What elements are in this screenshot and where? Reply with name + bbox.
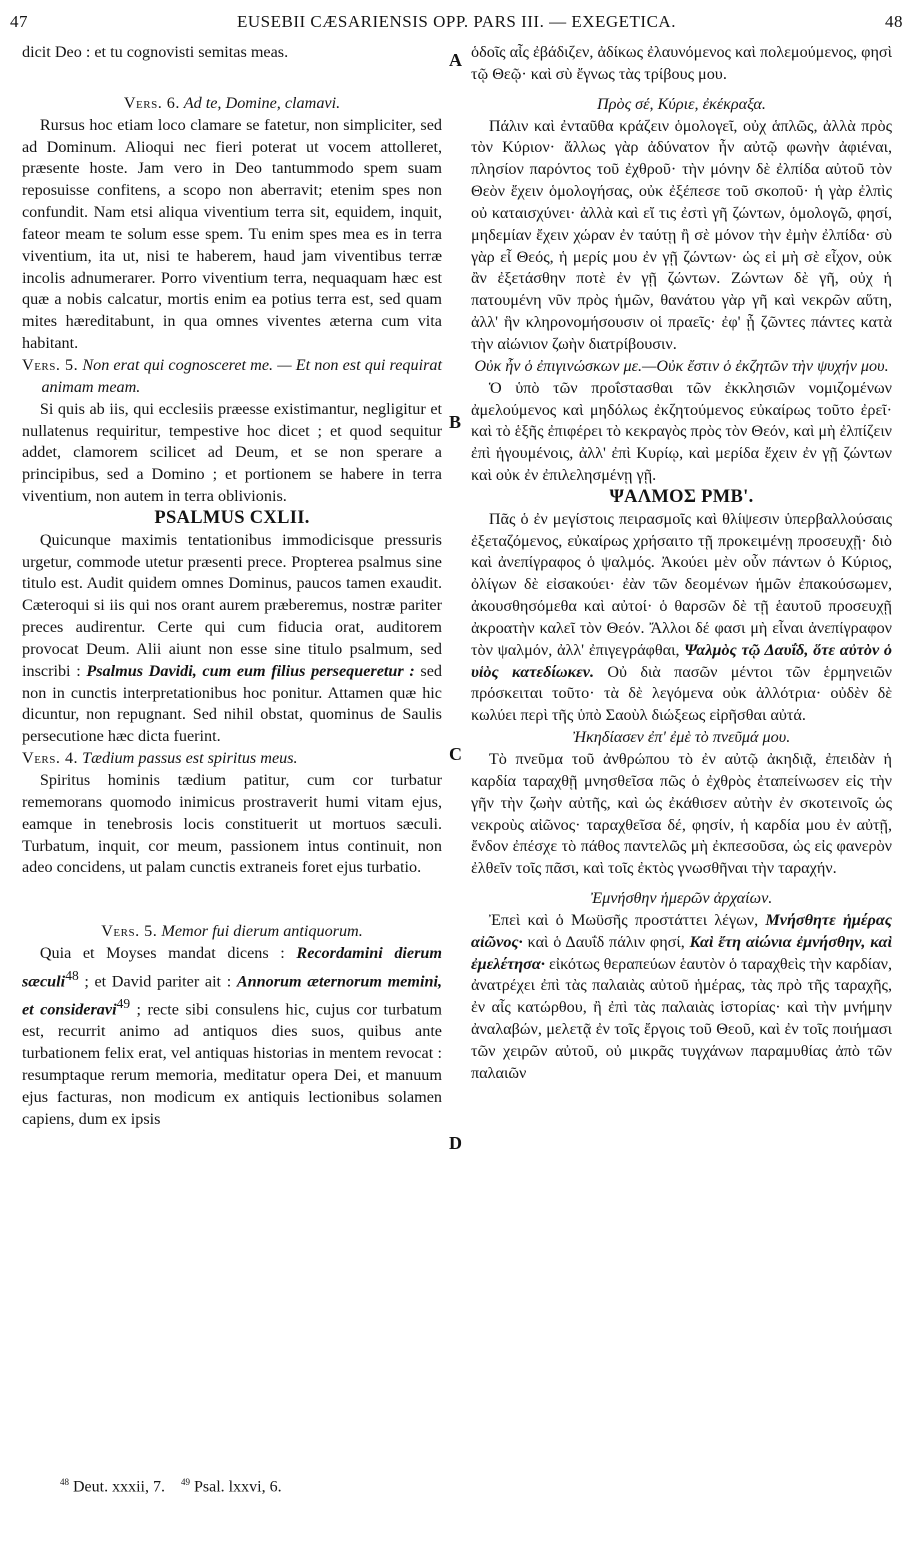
paragraph: Πᾶς ὁ ἐν μεγίστοις πειρασμοῖς καὶ θλίψεσιν ὑπερβαλλούσαις ἐξεταζόμενος, εὐκαίρως χρήσαιτο τῇ προκειμένῃ προσευχῇ· διὸ καὶ ἀνεπίγραφος ὁ ψαλμός. Ἀκούει μὲν οὖν πάντων ὁ Κύριος, ὀλίγων δὲ εἰσακούει· ἐὰν τῶν δεομένων ἡμῶν ἐπακούσωμεν, ἀκουσθησόμεθα καὶ αὐτοί· ὁ θαρσῶν δὲ τῇ ἑαυτοῦ προσευχῇ ἀκροατὴν καλεῖ τὸν Θεόν. Ἄλλοι δέ φασι μὴ εἶναι ἀνεπίγραφον τὸν ψαλμόν, ἀλλ' ἐπιγεγράφθαι, Ψαλμὸς τῷ Δαυΐδ, ὅτε αὐτὸν ὁ υἱὸς κατεδίωκεν. Οὐ διὰ πασῶν μέντοι τῶν ἑρμηνειῶν πρόσκειται τοῦτο· τὰ δὲ λεγόμενα οὐκ ἀλλότρια· οὐδὲν δὲ κωλύει περὶ τῆς ὑπὸ Σαοὺλ διώξεως εἰρῆσθαι αὐτά. <box>471 509 893 725</box>
running-title: EUSEBII CÆSARIENSIS OPP. PARS III. — EXEGETICA. <box>237 12 676 31</box>
margin-letter-a: A <box>449 50 462 70</box>
footnote-text: Deut. xxxii, 7. <box>73 1478 165 1496</box>
paragraph: dicit Deo : et tu cognovisti semitas meas. <box>22 43 289 61</box>
greek-column <box>471 42 892 1085</box>
running-header <box>10 12 903 40</box>
margin-letter-b: B <box>449 412 462 432</box>
footnote-number: 49 <box>181 1477 190 1487</box>
verse-text: Non erat qui cognosceret me. — Et non est qui requirat animam meam. <box>41 355 442 396</box>
verse-heading <box>22 748 442 770</box>
paragraph: ὁδοῖς αἷς ἐβάδιζεν, ἀδίκως ἐλαυνόμενος καὶ πολεμούμενος, φησὶ τῷ Θεῷ· καὶ σὺ ἔγνως τὰς τρίβους μου. <box>471 43 892 83</box>
verse-label: Vers. 5. <box>101 922 158 941</box>
footnotes <box>60 1477 282 1496</box>
paragraph: Si quis ab iis, qui ecclesiis præesse existimantur, negligitur et nullatenus requiritur, tempestive hoc dicet ; et quod sequitur addet, clamorem scilicet ad Deum, et se non sperare a principibus, sed a Domino ; et portionem se habere in terra viventium, non autem in terra oblivionis. <box>22 399 442 506</box>
verse-label: Vers. 6. <box>123 93 180 112</box>
verse-text: Memor fui dierum antiquorum. <box>161 922 363 941</box>
paragraph: Πάλιν καὶ ἐνταῦθα κράζειν ὁμολογεῖ, οὐχ ἁπλῶς, ἀλλὰ πρὸς τὸν Κύριον· ἄλλως γὰρ ἀδύνατον ἦν αὐτῷ φωνὴν ἀφιέναι, πλησίον παρόντος τοῦ ἐχθροῦ· τὴν μόνην δὲ ἐλπίδα αὐτοῦ τὸν Θεὸν ἔχειν ὁμολογήσας, οὐκ ἐξέπεσε τοῦ σκοποῦ· ἡ γὰρ ἐλπὶς οὐ καταισχύνει· ἀλλὰ καὶ εἴ τις ἐστὶ γῆ ζώντων, ὁμολογῶ, φησί, μηδεμίαν ἔχειν χώραν ἐν ταύτῃ ἢ σὲ μόνον τὴν ἐμὴν ἐλπίδα· σὺ γὰρ εἶ Θεός, ἡ μερίς μου ἐν γῇ ζώντων· ὡς εἰ μὴ σὲ εἶχον, οὐκ ἂν ἐξετάσθην ποτὲ ἐν γῇ ζώντων. Ζώντων δὲ γῆ, οὐχ ἡ πατουμένη νῦν πρὸς ἡμῶν, θανάτου γὰρ γῆ καὶ νεκρῶν αὕτη, ἀλλ' ἣν κληρονομήσουσιν οἱ πραεῖς· ἐφ' ᾗ ζῶντες πάντες κατὰ τὴν αἰώνιον ζωὴν διατρίβουσιν. <box>471 116 892 353</box>
margin-letter-c: C <box>449 744 462 764</box>
paragraph: Τὸ πνεῦμα τοῦ ἀνθρώπου τὸ ἐν αὐτῷ ἀκηδιᾷ, ἐπειδὰν ἡ καρδία ταραχθῇ μνησθεῖσα πῶς ὁ ἐχθρὸς ἐταπείνωσεν εἰς τὴν γῆν τὴν ζωὴν αὐτῆς, καὶ ὡς ἐκάθισεν αὐτὴν ἐν σκοτεινοῖς ὡς νεκροὺς αἰῶνος· ταραχθεῖσα δέ, φησίν, ἡ καρδία μου ἐν αὐτῇ, ἔνδον ἐπέσχε τὸ πάθος παντελῶς μὴ ἐκπεσοῦσα, ὡς εἰς φανερὸν ἐλθεῖν τοῖς πᾶσι, καὶ τοῖς ἐκτὸς γνωσθῆναι τὴν ταραχήν. <box>471 750 892 878</box>
paragraph: Quia et Moyses mandat dicens : Recordamini dierum sæculi$^{48}$ ; et David pariter ait : Annorum æternorum memini, et consideravi$^{49}$ ; recte sibi consulens hic, cujus cor turbatum est, recurrit animo ad antiquos dies suos, quibus ante turbationem felix erat, vel antiquas historias in mentem revocat : resumptaque rerum memoria, meditatur opera Dei, et manuum ejus facturas, non modicum ex antiquis lectionibus solamen capiens, dum ex ipsis <box>22 944 442 1128</box>
verse-heading <box>22 355 442 399</box>
page-number-right: 48 <box>885 12 903 31</box>
verse-heading <box>22 93 442 115</box>
paragraph: Ἐπεὶ καὶ ὁ Μωϋσῆς προστάττει λέγων, Μνήσθητε ἡμέρας αἰῶνος· καὶ ὁ Δαυΐδ πάλιν φησί, Καὶ ἔτη αἰώνια ἐμνήσθην, καὶ ἐμελέτησα· εἰκότως θεραπεύων ἑαυτὸν ὁ ταραχθεὶς τὴν καρδίαν, ἀνατρέχει ἐπὶ τὰς παλαιὰς αὐτοῦ ἡμέρας, τὰς πρὸ τῆς ταραχῆς, ἐν αἷς κατώρθου, ἢ ἐπὶ τὰς παλαιὰς ἱστορίας· καὶ τὴν μνήμην ἀναλαβών, μελετᾷ ἐν τοῖς ἔργοις τοῦ Θεοῦ, καὶ ἐν τοῖς ποιήμασι τῶν χειρῶν αὐτοῦ, οὐ μικρᾶς τυγχάνων παραμυθίας ἀπὸ τῶν παλαιῶν <box>471 910 893 1082</box>
verse-label: Vers. 4. <box>22 749 79 768</box>
footnote-ref: 49 <box>116 996 131 1012</box>
verse-text: Ad te, Domine, clamavi. <box>183 93 341 112</box>
footnote-ref: 48 <box>65 967 79 983</box>
verse-heading <box>22 921 442 943</box>
paragraph: Rursus hoc etiam loco clamare se fatetur, non simpliciter, sed ad Dominum. Alioqui nec fieri poterat ut vocem attolleret, præsente hoste. Jam vero in Deo tantummodo spem suam reposuisse confitens, a scopo non aberravit; etenim spes non confundit. Nam etsi aliqua viventium terra sit, equidem, inquit, fateor meam te solum esse spem. Tu enim spes mea es in terra viventium, ita ut, nisi te haberem, haud jam viventibus terræ incolis adnumerarer. Porro viventium terra, nequaquam hæc est quæ a nobis calcatur, mortis enim ea potius terra est, sed quam mites hæreditabunt, in qua omnes viventes æterna cum vita habitant. <box>22 115 442 353</box>
paragraph: Ὁ ὑπὸ τῶν προΐστασθαι τῶν ἐκκλησιῶν νομιζομένων ἀμελούμενος καὶ μηδόλως ἐκζητούμενος εὐκαίρως τοῦτο ἐρεῖ· καὶ τὸ ἑξῆς ἐπιφέρει τὸ κεκραγὸς πρὸς τὸν Θεόν, καὶ μὴ ἐλπίζειν ἐπὶ ἡγουμένοις, ἀλλ' ἐπὶ Κυρίῳ, καὶ μερίδα ἔχειν ἐν γῇ ζώντων καὶ οὐκ ἐν ἐπιλελησμένῃ γῇ. <box>471 378 892 485</box>
verse-heading: Ἐμνήσθην ἡμερῶν ἀρχαίων. <box>590 889 773 908</box>
verse-heading: Πρὸς σέ, Κύριε, ἐκέκραξα. <box>597 94 766 113</box>
psalm-title: PSALMUS CXLII. <box>154 507 310 528</box>
psalm-title: ΨΑΛΜΟΣ ΡΜΒ'. <box>609 486 754 507</box>
paragraph: Spiritus hominis tædium patitur, cum cor turbatur rememorans quomodo inimicus prostraverit humi vitam ejus, eamque in tenebrosis locis constituerit ut mortuos sæculi. Turbatum, inquit, cor meum, passionem intus continuit, non adeo concidens, ut palam cunctis extraneis foret ejus turbatio. <box>22 771 442 877</box>
page-number-left: 47 <box>10 12 28 31</box>
footnote-text: Psal. lxxvi, 6. <box>194 1478 282 1496</box>
verse-text: Tædium passus est spiritus meus. <box>82 749 298 768</box>
footnote-number: 48 <box>60 1477 69 1487</box>
verse-heading: Οὐκ ἦν ὁ ἐπιγινώσκων με.—Οὐκ ἔστιν ὁ ἐκζητῶν τὴν ψυχήν μου. <box>474 356 889 375</box>
margin-letter-d: D <box>449 1133 462 1153</box>
latin-column <box>22 42 442 1131</box>
paragraph: Quicunque maximis tentationibus immodicisque pressuris urgetur, commode utetur præsenti prece. Propterea psalmus sine titulo est. Audit quidem omnes Dominus, paucos tamen exaudit. Cæteroqui si iis qui nos orant aurem præberemus, nostræ pariter preces audirentur. Certe qui cum fiducia orat, auditorem provocat Deum. Alii aiunt non esse sine titulo psalmum, sed inscribi : Psalmus Davidi, cum eum filius persequeretur : sed non in cunctis interpretationibus hoc ponitur. Attamen quæ hic dicuntur, non repugnant. Sed nihil obstat, quominus de Saulis persecutione hæc dicta fuerint. <box>22 530 442 746</box>
verse-heading: Ἠκηδίασεν ἐπ' ἐμὲ τὸ πνεῦμά μου. <box>572 728 791 747</box>
verse-label: Vers. 5. <box>22 355 79 374</box>
